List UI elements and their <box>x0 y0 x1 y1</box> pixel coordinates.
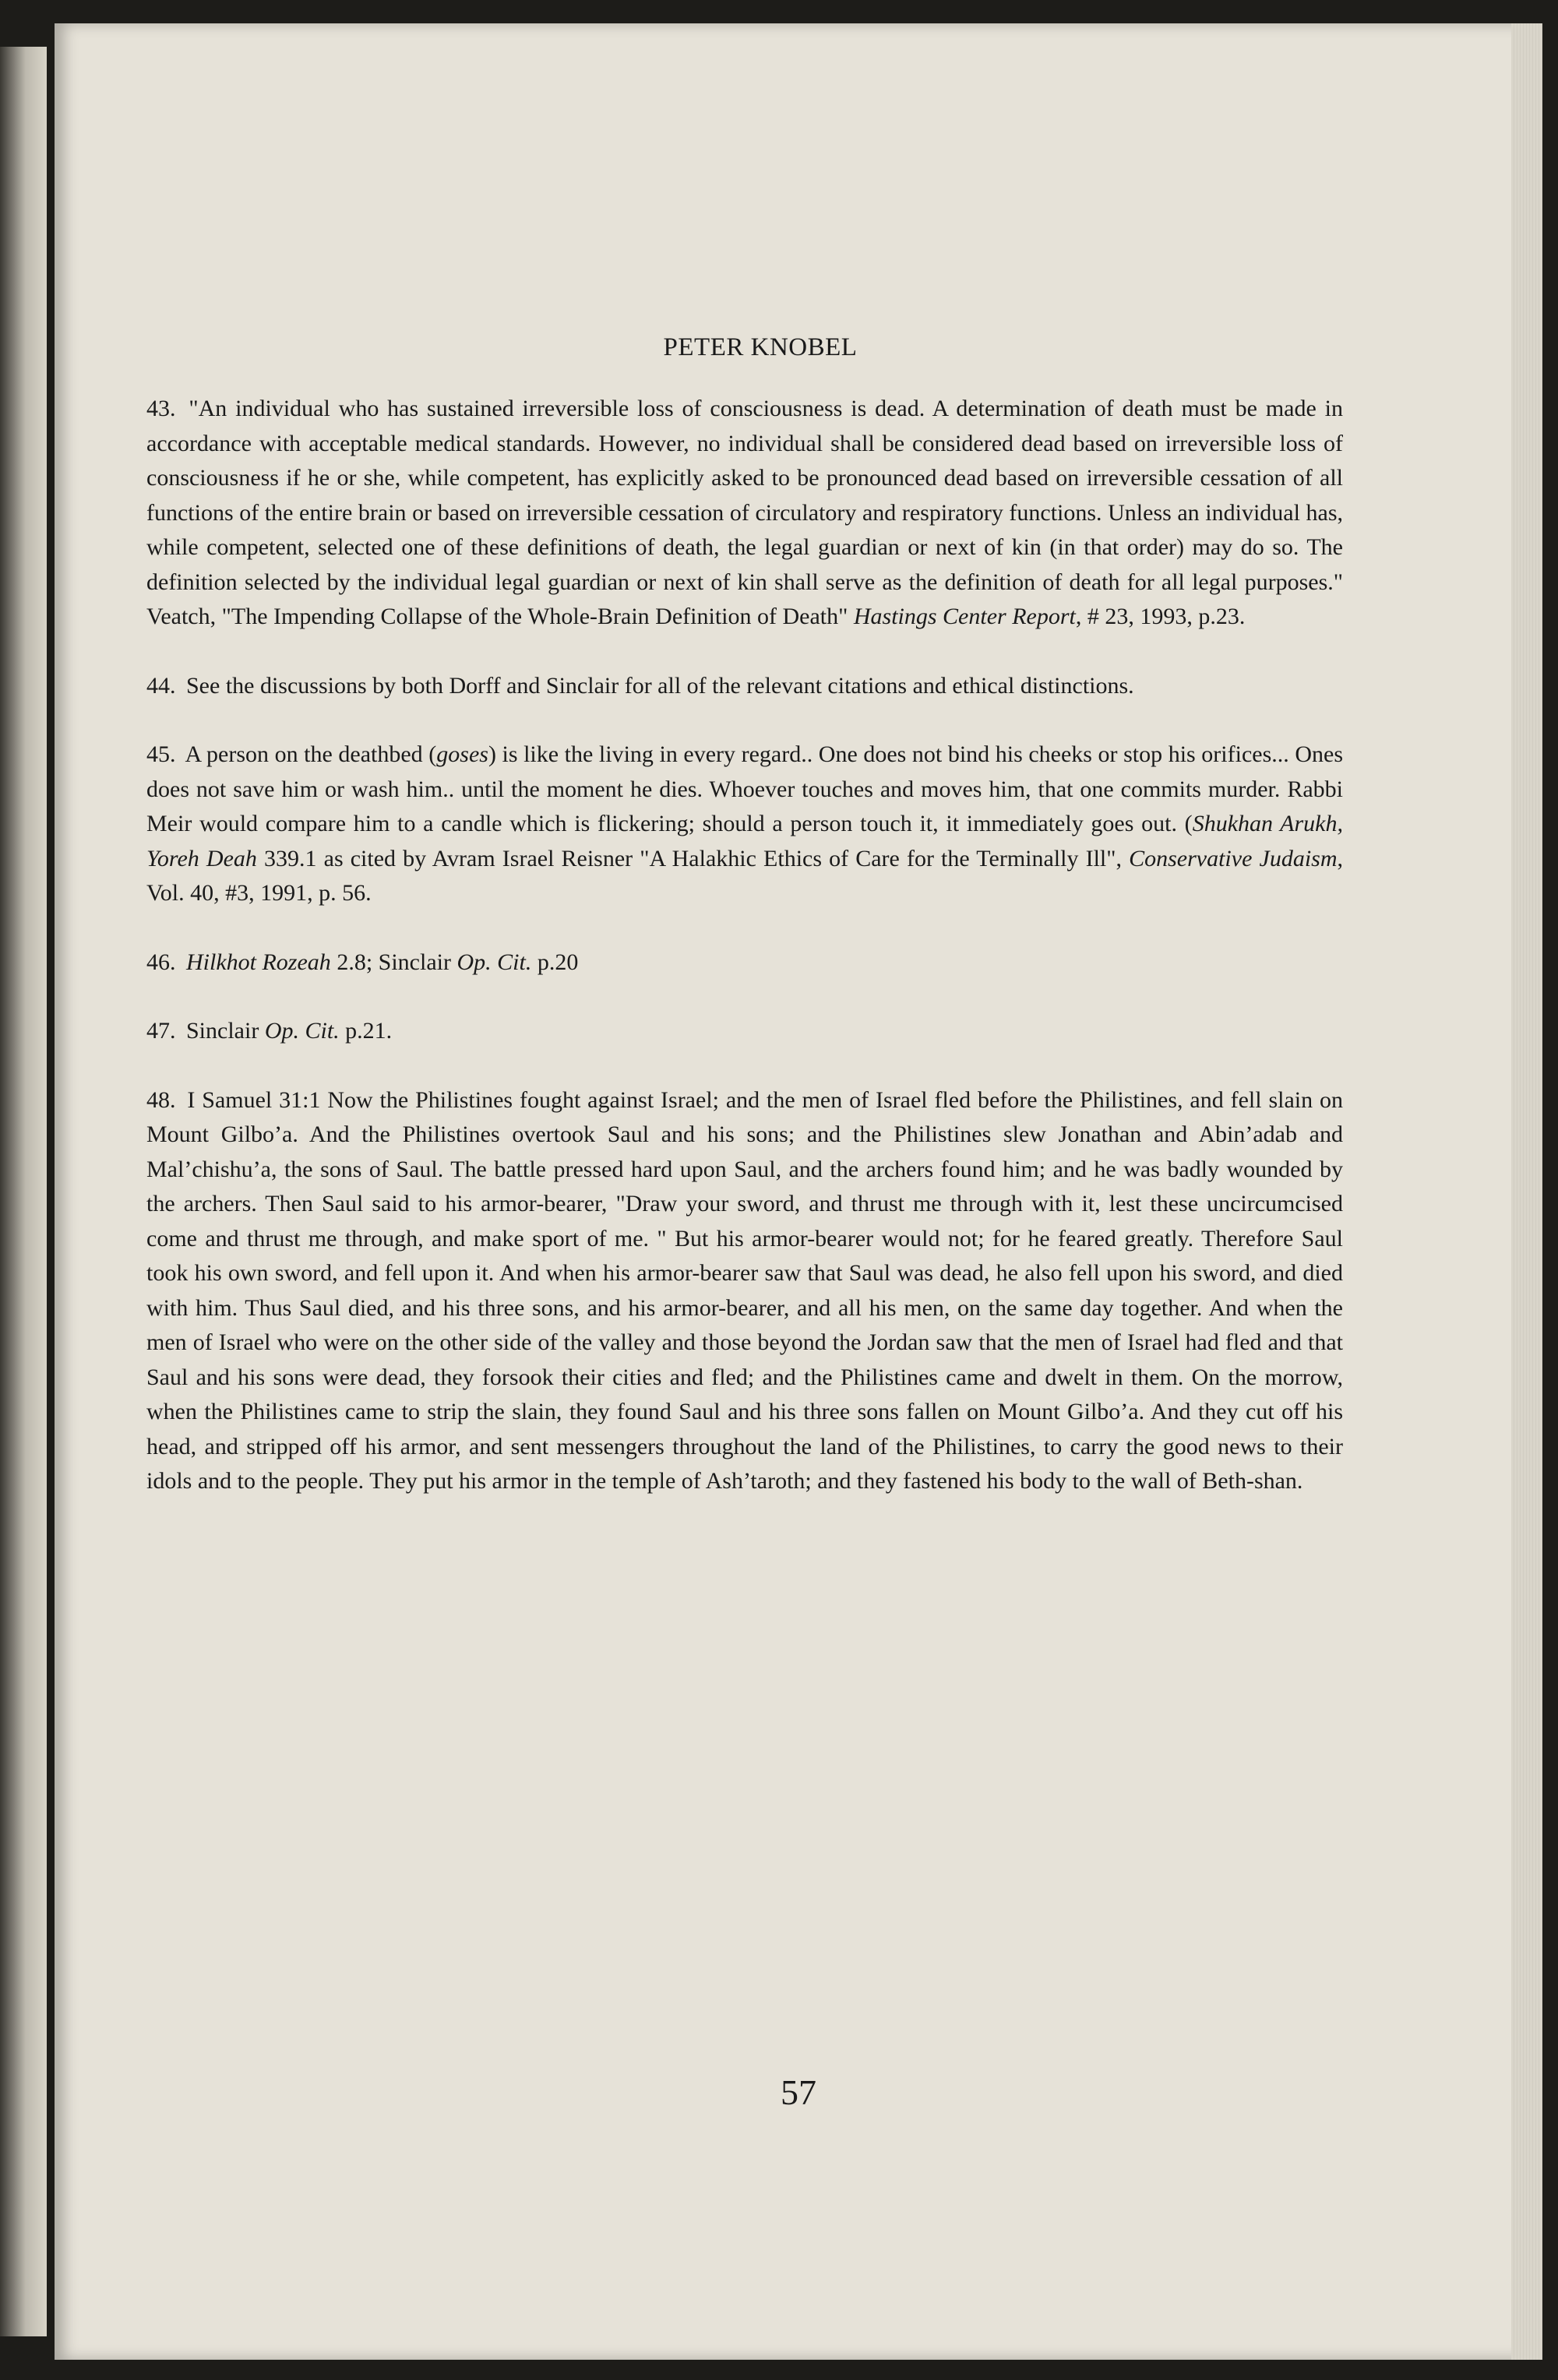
running-head: PETER KNOBEL <box>663 333 858 361</box>
journal-title: Hastings Center Report <box>853 604 1076 629</box>
page-number: 57 <box>781 2072 816 2112</box>
footnote-text: "An individual who has sustained irreversible loss of consciousness is dead. A determination of death must be made in accordance with acceptable medical standards. However, no individual shall be considered dead based on irreversible loss of consciousness if he or she, while competent, has explicitly asked to be pronounced dead based on irreversible cessation of all functions of the entire brain or based on irreversible cessation of circulatory and respiratory functions. Unless an individual has, while competent, selected one of these definitions of death, the legal guardian or next of kin (in that order) may do so. The definition selected by the individual legal guardian or next of kin shall serve as the definition of death for all legal purposes." Veatch, "The Impending Collapse of the Whole-Brain Definition of Death" <box>146 396 1344 629</box>
footnote-citation: , # 23, 1993, p.23. <box>1075 604 1246 629</box>
journal-title: Conservative Judaism <box>1129 845 1338 871</box>
footnote-48 <box>146 1083 1343 1499</box>
left-page-edge <box>0 47 47 2336</box>
footnote-text: A person on the deathbed ( <box>185 741 437 767</box>
footnote-number: 45. <box>146 741 176 767</box>
footnote-number: 46. <box>146 949 176 975</box>
footnote-43 <box>146 392 1343 635</box>
footnote-number: 43. <box>146 396 176 421</box>
footnote-text: Sinclair <box>186 1018 265 1044</box>
op-cit: Op. Cit. <box>456 949 532 975</box>
footnote-number: 47. <box>146 1018 176 1044</box>
footnote-citation: p.20 <box>531 949 579 975</box>
footnote-text: 2.8; Sinclair <box>330 949 457 975</box>
footnote-46 <box>146 945 1343 981</box>
footnote-number: 48. <box>146 1086 176 1113</box>
footnote-text: 339.1 as cited by Avram Israel Reisner "A Halakhic Ethics of Care for the Terminally Ill", <box>256 845 1130 871</box>
footnote-47 <box>146 1014 1343 1049</box>
hebrew-term: goses <box>436 741 488 767</box>
book-page <box>55 23 1542 2360</box>
page-content <box>146 333 1343 1533</box>
footnote-44 <box>146 669 1343 704</box>
footnote-45 <box>146 738 1343 911</box>
footnote-number: 44. <box>146 672 176 699</box>
work-title: Hilkhot Rozeah <box>186 949 331 975</box>
footnote-citation: p.21. <box>339 1018 393 1044</box>
footnote-text: I Samuel 31:1 Now the Philistines fought against Israel; and the men of Israel fled before the Philistines, and fell slain on Mount Gilbo’a. And the Philistines overtook Saul and his sons; and the Philistines slew Jonathan and Abin’adab and Mal’chishu’a, the sons of Saul. The battle pressed hard upon Saul, and the archers found him; and he was badly wounded by the archers. Then Saul said to his armor-bearer, "Draw your sword, and thrust me through with it, lest these uncircumcised come and thrust me through, and make sport of me. " But his armor-bearer would not; for he feared greatly. Therefore Saul took his own sword, and fell upon it. And when his armor-bearer saw that Saul was dead, he also fell upon his sword, and died with him. Thus Saul died, and his three sons, and his armor-bearer, and all his men, on the same day together. And when the men of Israel who were on the other side of the valley and those beyond the Jordan saw that the men of Israel had fled and that Saul and his sons were dead, they forsook their cities and fled; and the Philistines came and dwelt in them. On the morrow, when the Philistines came to strip the slain, they found Saul and his three sons fallen on Mount Gilbo’a. And they cut off his head, and stripped off his armor, and sent messengers throughout the land of the Philistines, to carry the good news to their idols and to the people. They put his armor in the temple of Ash’taroth; and they fastened his body to the wall of Beth-shan. <box>146 1086 1344 1494</box>
footnote-citation: , Vol. 40, #3, 1991, p. 56. <box>146 845 1344 906</box>
footnote-text: ) is like the living in every regard.. One does not bind his cheeks or stop his orifices... Ones does not save him or wash him.. until the moment he dies. Whoever touches and moves him, that one commits murder. Rabbi Meir would compare him to a candle which is flickering; should a person touch it, it immediately goes out. ( <box>146 741 1343 836</box>
op-cit: Op. Cit. <box>264 1018 340 1044</box>
page-stack-edge <box>1511 23 1542 2360</box>
footnote-text: See the discussions by both Dorff and Sinclair for all of the relevant citations and ethical distinctions. <box>186 672 1134 699</box>
source-title: Shukhan Arukh, Yoreh Deah <box>146 811 1343 871</box>
